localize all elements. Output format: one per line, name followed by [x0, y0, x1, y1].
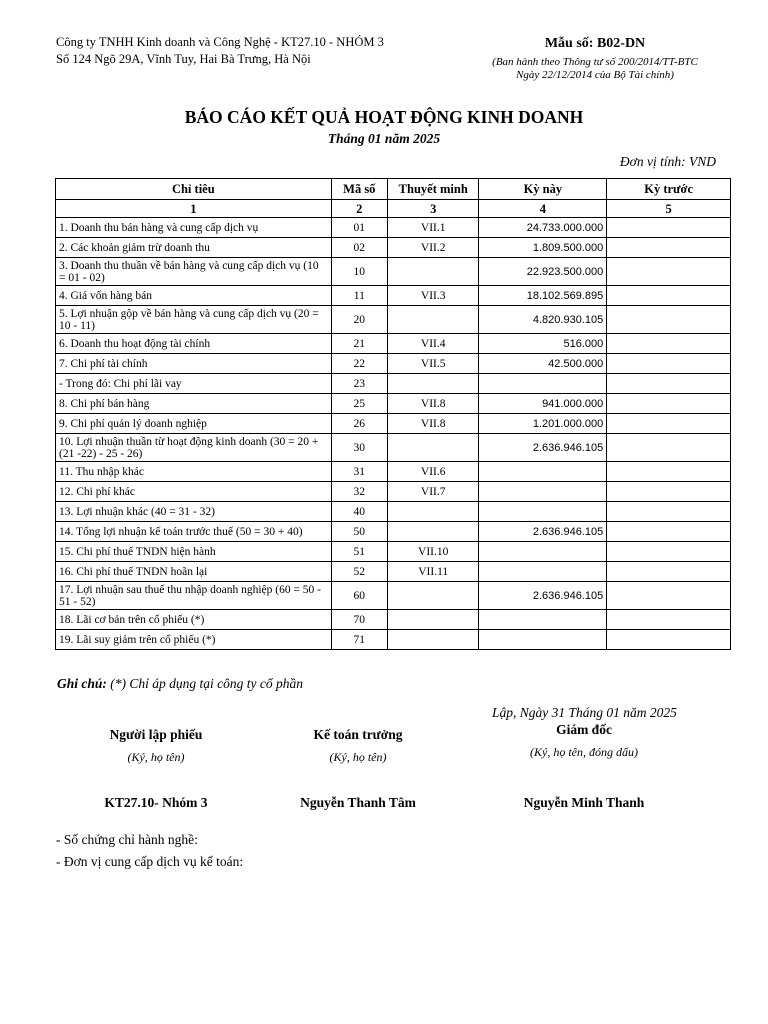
row-previous-value	[607, 482, 731, 502]
row-current-value: 2.636.946.105	[479, 582, 607, 610]
company-address: Số 124 Ngõ 29A, Vĩnh Tuy, Hai Bà Trưng, Hà Nội	[56, 52, 311, 66]
row-current-value: 516.000	[479, 334, 607, 354]
row-label: 19. Lãi suy giảm trên cổ phiếu (*)	[56, 630, 332, 650]
signature-role: Kế toán trưởng	[313, 727, 403, 742]
currency-unit: Đơn vị tính: VND	[619, 154, 716, 169]
table-row	[56, 522, 731, 542]
table-row	[56, 562, 731, 582]
row-code: 52	[331, 562, 387, 582]
row-current-value	[479, 374, 607, 394]
row-code: 40	[331, 502, 387, 522]
row-note: VII.2	[387, 238, 479, 258]
row-previous-value	[607, 394, 731, 414]
certificate-info	[56, 829, 243, 873]
report-title: BÁO CÁO KẾT QUẢ HOẠT ĐỘNG KINH DOANH	[184, 107, 584, 127]
row-note	[387, 610, 479, 630]
row-note	[387, 374, 479, 394]
signature-role: Người lập phiếu	[109, 727, 203, 742]
row-current-value: 1.201.000.000	[479, 414, 607, 434]
row-label: 8. Chi phí bán hàng	[56, 394, 332, 414]
row-previous-value	[607, 630, 731, 650]
table-row	[56, 238, 731, 258]
row-note: VII.4	[387, 334, 479, 354]
column-index: 4	[479, 200, 607, 218]
row-note	[387, 522, 479, 542]
column-header-current-period: Kỳ này	[479, 179, 607, 200]
row-note: VII.7	[387, 482, 479, 502]
signature-preparer	[56, 727, 256, 810]
row-note	[387, 582, 479, 610]
table-row	[56, 218, 731, 238]
row-previous-value	[607, 334, 731, 354]
row-previous-value	[607, 582, 731, 610]
report-period: Tháng 01 năm 2025	[327, 131, 441, 146]
row-note	[387, 434, 479, 462]
table-row	[56, 462, 731, 482]
row-current-value: 2.636.946.105	[479, 434, 607, 462]
row-code: 26	[331, 414, 387, 434]
footnote-label: Ghi chú:	[57, 676, 107, 691]
table-row	[56, 286, 731, 306]
row-current-value: 941.000.000	[479, 394, 607, 414]
column-index-row	[56, 200, 731, 218]
row-code: 02	[331, 238, 387, 258]
row-code: 32	[331, 482, 387, 502]
row-note: VII.1	[387, 218, 479, 238]
row-label: 10. Lợi nhuận thuần từ hoạt động kinh doanh (30 = 20 + (21 -22) - 25 - 26)	[56, 434, 332, 462]
column-header-code: Mã số	[331, 179, 387, 200]
row-code: 50	[331, 522, 387, 542]
row-label: 1. Doanh thu bán hàng và cung cấp dịch vụ	[56, 218, 332, 238]
table-row	[56, 542, 731, 562]
row-note: VII.8	[387, 414, 479, 434]
row-note: VII.8	[387, 394, 479, 414]
certificate-number: - Số chứng chỉ hành nghề:	[56, 832, 198, 847]
row-label: 4. Giá vốn hàng bán	[56, 286, 332, 306]
row-previous-value	[607, 434, 731, 462]
row-label: 17. Lợi nhuận sau thuế thu nhập doanh nghiệp (60 = 50 - 51 - 52)	[56, 582, 332, 610]
legal-basis	[470, 56, 720, 82]
table-row	[56, 482, 731, 502]
row-code: 30	[331, 434, 387, 462]
company-info	[56, 34, 384, 68]
row-label: 7. Chi phí tài chính	[56, 354, 332, 374]
row-code: 10	[331, 258, 387, 286]
table-header-row	[56, 179, 731, 200]
row-code: 11	[331, 286, 387, 306]
column-header-previous-period: Kỳ trước	[607, 179, 731, 200]
row-current-value	[479, 502, 607, 522]
form-code-block	[470, 36, 720, 82]
row-note	[387, 306, 479, 334]
column-index: 5	[607, 200, 731, 218]
signature-director	[484, 722, 684, 810]
table-row	[56, 630, 731, 650]
footnote-text: (*) Chỉ áp dụng tại công ty cổ phần	[110, 676, 303, 691]
row-current-value: 24.733.000.000	[479, 218, 607, 238]
table-row	[56, 414, 731, 434]
table-row	[56, 306, 731, 334]
row-code: 01	[331, 218, 387, 238]
row-note: VII.3	[387, 286, 479, 306]
column-header-note: Thuyết minh	[387, 179, 479, 200]
row-previous-value	[607, 522, 731, 542]
row-note	[387, 258, 479, 286]
row-current-value	[479, 562, 607, 582]
row-label: 9. Chi phí quản lý doanh nghiệp	[56, 414, 332, 434]
row-current-value: 22.923.500.000	[479, 258, 607, 286]
row-current-value: 42.500.000	[479, 354, 607, 374]
signature-name: Nguyễn Thanh Tâm	[300, 795, 416, 810]
row-previous-value	[607, 562, 731, 582]
row-label: 14. Tổng lợi nhuận kế toán trước thuế (50 = 30 + 40)	[56, 522, 332, 542]
row-label: - Trong đó: Chi phí lãi vay	[56, 374, 332, 394]
row-label: 3. Doanh thu thuần về bán hàng và cung cấp dịch vụ (10 = 01 - 02)	[56, 258, 332, 286]
table-row	[56, 610, 731, 630]
row-code: 70	[331, 610, 387, 630]
row-label: 15. Chi phí thuế TNDN hiện hành	[56, 542, 332, 562]
row-previous-value	[607, 258, 731, 286]
row-label: 6. Doanh thu hoạt động tài chính	[56, 334, 332, 354]
legal-basis-line-2: Ngày 22/12/2014 của Bộ Tài chính)	[516, 69, 674, 81]
row-previous-value	[607, 414, 731, 434]
form-code: Mẫu số: B02-DN	[544, 36, 646, 51]
row-current-value	[479, 610, 607, 630]
income-statement-table	[55, 178, 731, 650]
signature-hint: (Ký, họ tên)	[329, 750, 387, 764]
signature-role: Giám đốc	[556, 722, 612, 737]
column-index: 3	[387, 200, 479, 218]
row-label: 12. Chi phí khác	[56, 482, 332, 502]
row-label: 2. Các khoản giảm trừ doanh thu	[56, 238, 332, 258]
row-previous-value	[607, 218, 731, 238]
row-label: 5. Lợi nhuận gộp về bán hàng và cung cấp dịch vụ (20 = 10 - 11)	[56, 306, 332, 334]
row-current-value	[479, 630, 607, 650]
row-previous-value	[607, 306, 731, 334]
row-code: 31	[331, 462, 387, 482]
row-label: 16. Chi phí thuế TNDN hoãn lại	[56, 562, 332, 582]
footnote	[57, 676, 303, 692]
row-label: 11. Thu nhập khác	[56, 462, 332, 482]
row-note: VII.6	[387, 462, 479, 482]
table-row	[56, 258, 731, 286]
column-index: 1	[56, 200, 332, 218]
signature-hint: (Ký, họ tên)	[127, 750, 185, 764]
row-code: 23	[331, 374, 387, 394]
row-label: 13. Lợi nhuận khác (40 = 31 - 32)	[56, 502, 332, 522]
row-previous-value	[607, 286, 731, 306]
row-note: VII.10	[387, 542, 479, 562]
row-code: 21	[331, 334, 387, 354]
table-row	[56, 434, 731, 462]
prepared-date: Lập, Ngày 31 Tháng 01 năm 2025	[492, 705, 677, 720]
table-row	[56, 582, 731, 610]
row-previous-value	[607, 502, 731, 522]
row-code: 25	[331, 394, 387, 414]
accounting-service-provider: - Đơn vị cung cấp dịch vụ kế toán:	[56, 854, 244, 869]
row-note: VII.5	[387, 354, 479, 374]
row-previous-value	[607, 354, 731, 374]
signature-hint: (Ký, họ tên, đóng dấu)	[530, 745, 638, 759]
row-note	[387, 630, 479, 650]
row-previous-value	[607, 610, 731, 630]
table-row	[56, 334, 731, 354]
row-note: VII.11	[387, 562, 479, 582]
row-current-value	[479, 462, 607, 482]
row-previous-value	[607, 238, 731, 258]
table-row	[56, 374, 731, 394]
signature-name: KT27.10- Nhóm 3	[104, 795, 208, 810]
row-previous-value	[607, 374, 731, 394]
signature-name: Nguyễn Minh Thanh	[523, 795, 645, 810]
row-code: 22	[331, 354, 387, 374]
table-row	[56, 354, 731, 374]
row-current-value: 4.820.930.105	[479, 306, 607, 334]
row-code: 51	[331, 542, 387, 562]
row-label: 18. Lãi cơ bản trên cổ phiếu (*)	[56, 610, 332, 630]
row-current-value: 1.809.500.000	[479, 238, 607, 258]
row-code: 71	[331, 630, 387, 650]
table-row	[56, 502, 731, 522]
row-note	[387, 502, 479, 522]
row-current-value: 18.102.569.895	[479, 286, 607, 306]
signature-chief-accountant	[258, 727, 458, 810]
legal-basis-line-1: (Ban hành theo Thông tư số 200/2014/TT-BTC	[492, 56, 698, 68]
row-current-value	[479, 482, 607, 502]
row-previous-value	[607, 462, 731, 482]
company-name: Công ty TNHH Kinh doanh và Công Nghệ - KT27.10 - NHÓM 3	[56, 35, 384, 49]
row-previous-value	[607, 542, 731, 562]
row-current-value: 2.636.946.105	[479, 522, 607, 542]
row-code: 60	[331, 582, 387, 610]
table-row	[56, 394, 731, 414]
column-header-indicator: Chỉ tiêu	[56, 179, 332, 200]
row-code: 20	[331, 306, 387, 334]
column-index: 2	[331, 200, 387, 218]
row-current-value	[479, 542, 607, 562]
